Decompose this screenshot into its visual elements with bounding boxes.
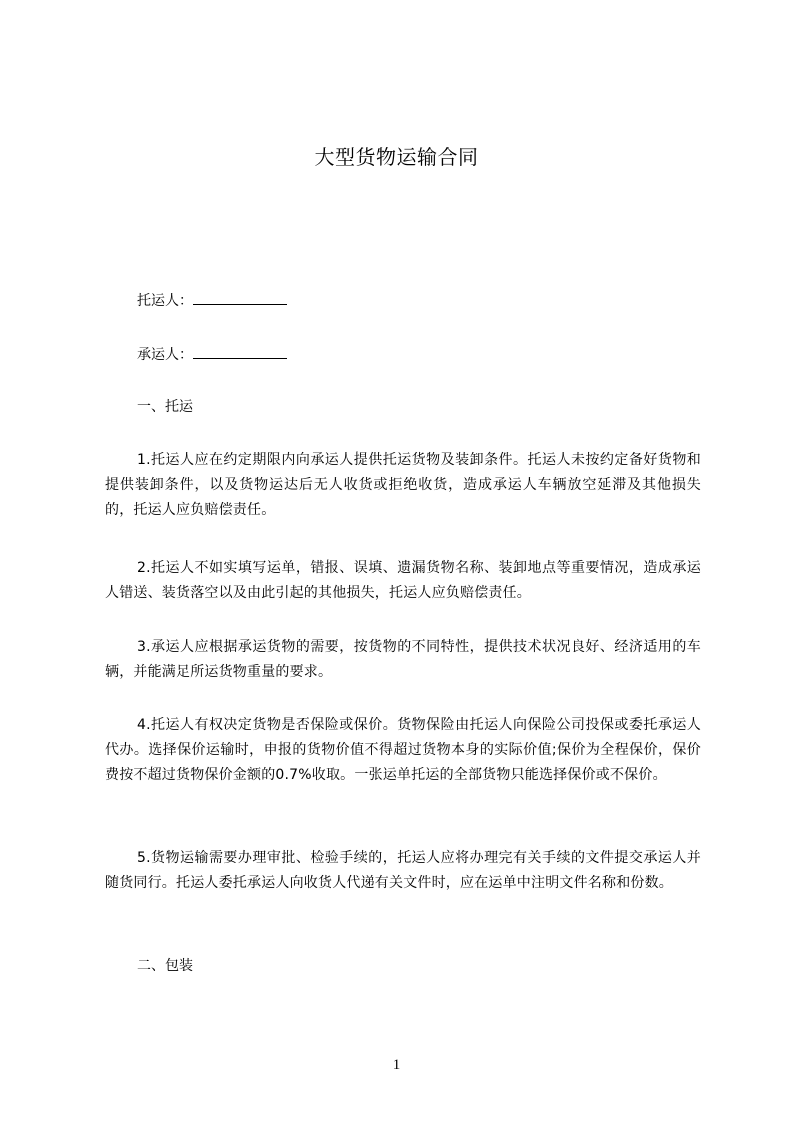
shipper-field bbox=[137, 290, 287, 311]
paragraph-3: 3.承运人应根据承运货物的需要，按货物的不同特性，提供技术状况良好、经济适用的车辆，并能满足所运货物重量的要求。 bbox=[105, 639, 701, 680]
shipper-blank-line bbox=[193, 290, 287, 305]
paragraph-5: 5.货物运输需要办理审批、检验手续的，托运人应将办理完有关手续的文件提交承运人并随货同行。托运人委托承运人向收货人代递有关文件时，应在运单中注明文件名称和份数。 bbox=[105, 850, 701, 891]
section-heading-consignment: 一、托运 bbox=[137, 399, 193, 415]
paragraph-2: 2.托运人不如实填写运单，错报、误填、遗漏货物名称、装卸地点等重要情况，造成承运人错送、装货落空以及由此引起的其他损失，托运人应负赔偿责任。 bbox=[105, 560, 701, 601]
carrier-field bbox=[137, 344, 287, 365]
paragraph-4: 4.托运人有权决定货物是否保险或保价。货物保险由托运人向保险公司投保或委托承运人代办。选择保价运输时，申报的货物价值不得超过货物本身的实际价值;保价为全程保价，保价费按不超过货物保价金额的0.7%收取。一张运单托运的全部货物只能选择保价或不保价。 bbox=[105, 717, 701, 783]
shipper-label: 托运人： bbox=[137, 293, 193, 309]
page-title: 大型货物运输合同 bbox=[314, 145, 479, 169]
carrier-label: 承运人： bbox=[137, 347, 193, 363]
page-number: 1 bbox=[392, 1057, 401, 1073]
paragraph-1: 1.托运人应在约定期限内向承运人提供托运货物及装卸条件。托运人未按约定备好货物和提供装卸条件，以及货物运达后无人收货或拒绝收货，造成承运人车辆放空延滞及其他损失的，托运人应负赔偿责任。 bbox=[105, 452, 701, 518]
section-heading-packaging: 二、包装 bbox=[137, 958, 193, 974]
carrier-blank-line bbox=[193, 344, 287, 359]
